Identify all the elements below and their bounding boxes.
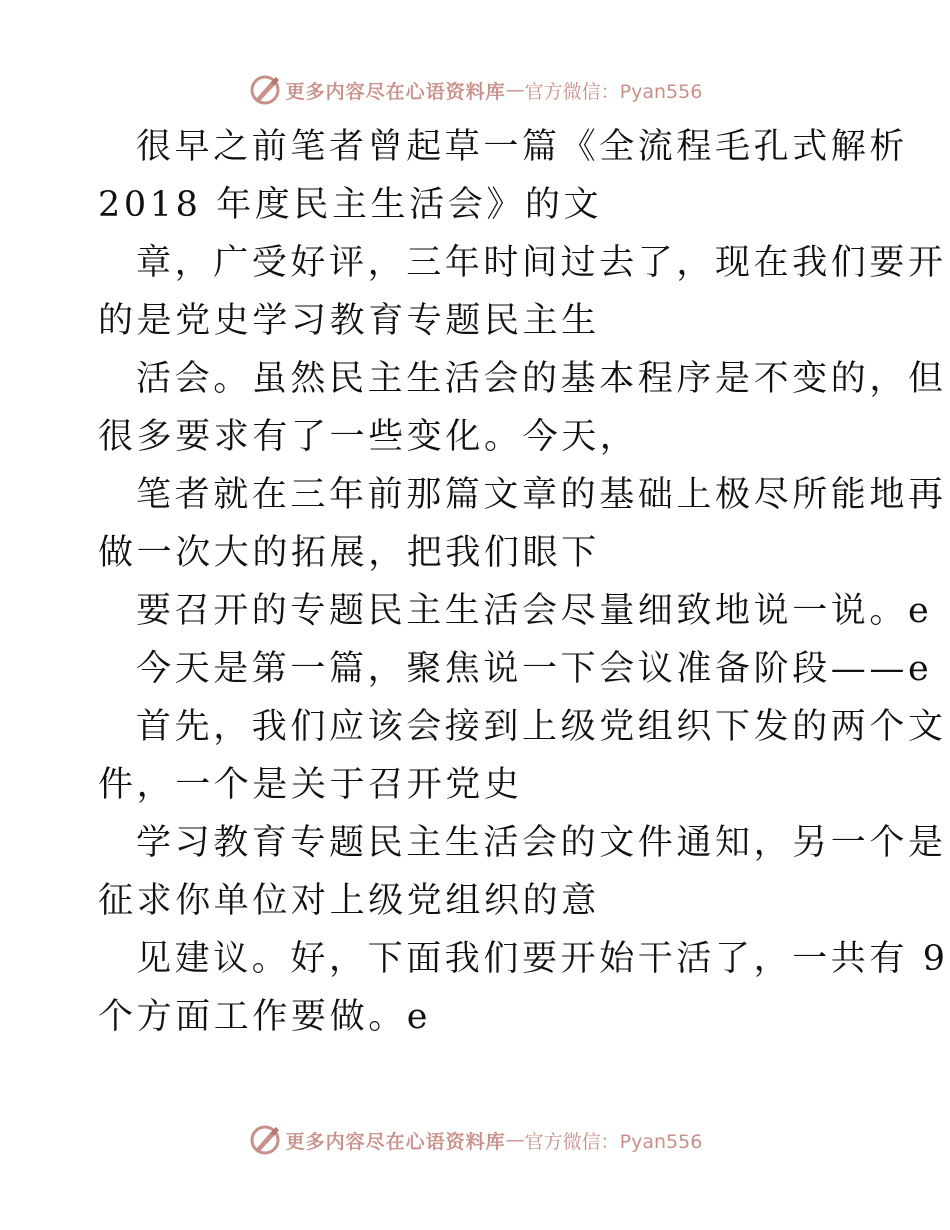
body-line: 笔者就在三年前那篇文章的基础上极尽所能地再	[136, 475, 947, 515]
header-watermark	[0, 70, 950, 110]
watermark-separator: —	[505, 79, 525, 101]
watermark-separator: —	[505, 1129, 525, 1151]
pen-logo-icon	[248, 1123, 282, 1157]
body-line: 今天是第一篇，聚焦说一下会议准备阶段——e	[136, 649, 933, 689]
body-line: 2018 年度民主生活会》的文	[98, 185, 603, 225]
watermark-main-text: 更多内容尽在心语资料库	[285, 1130, 506, 1153]
body-line: 的是党史学习教育专题民主生	[98, 301, 600, 341]
watermark-sub-text: 官方微信：Pyan556	[524, 80, 703, 103]
watermark-main-text: 更多内容尽在心语资料库	[285, 80, 506, 103]
body-line: 学习教育专题民主生活会的文件通知，另一个是	[136, 823, 947, 863]
body-line: 要召开的专题民主生活会尽量细致地说一说。e	[136, 591, 933, 631]
body-line: 首先，我们应该会接到上级党组织下发的两个文	[136, 707, 947, 747]
body-line: 做一次大的拓展，把我们眼下	[98, 533, 600, 573]
document-body	[98, 118, 949, 1046]
body-line: 章，广受好评，三年时间过去了，现在我们要开	[136, 243, 947, 283]
body-line: 件，一个是关于召开党史	[98, 765, 523, 805]
body-line: 很多要求有了一些变化。今天，	[98, 417, 639, 457]
body-line: 很早之前笔者曾起草一篇《全流程毛孔式解析	[136, 127, 909, 167]
footer-watermark	[0, 1120, 950, 1160]
watermark-sub-text: 官方微信：Pyan556	[524, 1130, 703, 1153]
pen-logo-icon	[248, 73, 282, 107]
body-line: 个方面工作要做。e	[98, 997, 432, 1037]
body-line: 见建议。好，下面我们要开始干活了，一共有 9	[136, 939, 949, 979]
body-line: 活会。虽然民主生活会的基本程序是不变的，但	[136, 359, 947, 399]
body-line: 征求你单位对上级党组织的意	[98, 881, 600, 921]
